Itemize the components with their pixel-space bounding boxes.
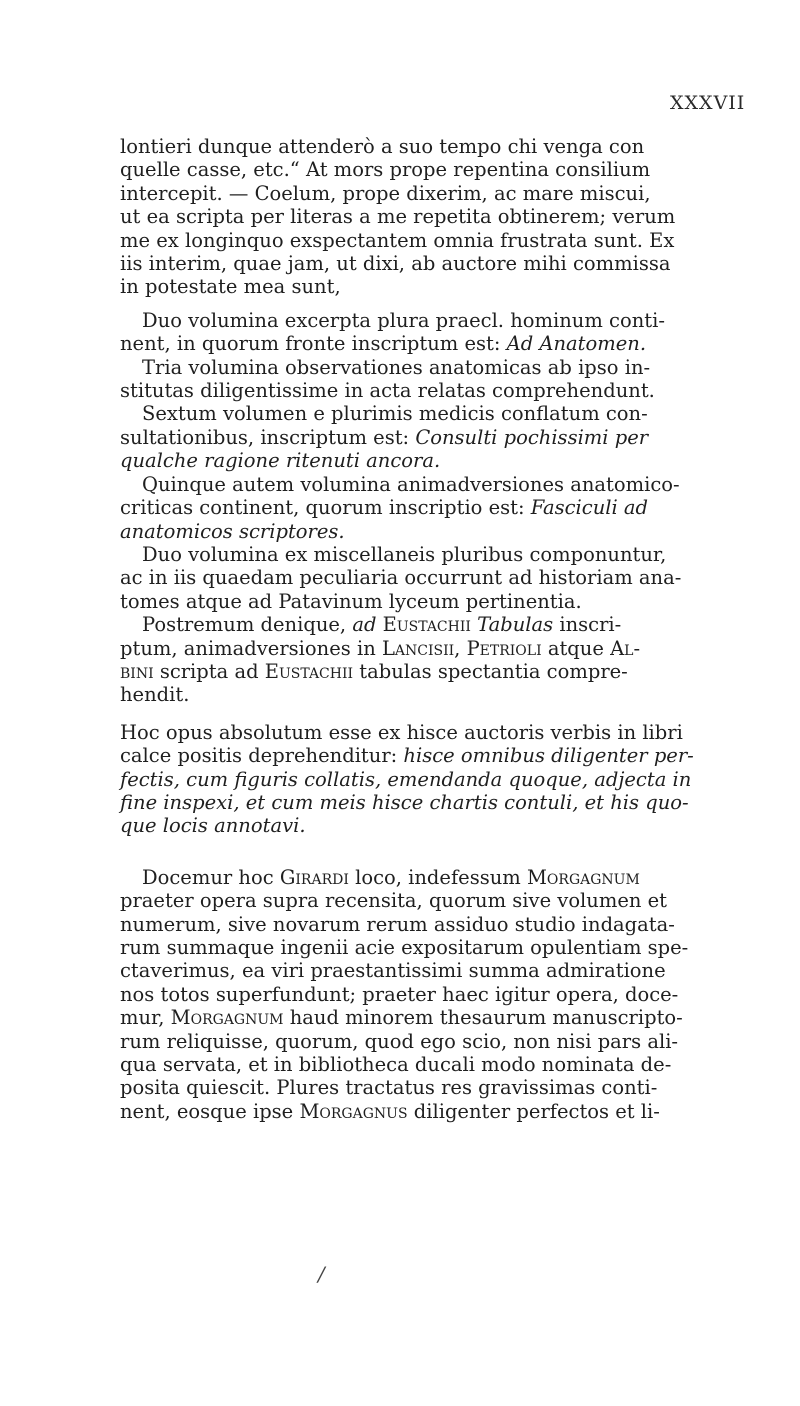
text-line: [120, 660, 700, 683]
author-name: Morgagnum: [526, 865, 640, 889]
paragraph-1: [120, 135, 700, 299]
paragraph-4: [120, 866, 700, 1123]
text-fragment: ,: [454, 636, 467, 660]
text-line: in potestate mea sunt,: [120, 275, 341, 299]
text-line: Hoc opus absolutum esse ex hisce auctoris verbis in libri: [120, 720, 683, 744]
text-fragment: nent, eosque ipse: [120, 1099, 300, 1123]
text-fragment: ptum, animadversiones in: [120, 636, 382, 660]
text-fragment: diligenter perfectos et li-: [407, 1099, 660, 1123]
text-line: stitutas diligentissime in acta relatas comprehendunt.: [120, 379, 655, 403]
text-line: [120, 866, 700, 889]
stray-mark: /: [318, 1262, 325, 1286]
text-fragment: Docemur hoc: [142, 865, 280, 889]
text-fragment: scripta ad: [159, 659, 265, 683]
text-line: qua servata, et in bibliotheca ducali modo nominata de-: [120, 1053, 672, 1077]
text-line: iis interim, quae jam, ut dixi, ab auctore mihi commissa: [120, 252, 671, 276]
text-line: nos totos superfundunt; praeter haec igitur opera, doce-: [120, 982, 679, 1006]
text-line: tomes atque ad Patavinum lyceum pertinentia.: [120, 589, 582, 613]
text-line: [120, 637, 700, 660]
text-line: [120, 744, 700, 767]
italic-title: Ad Anatomen.: [506, 332, 647, 356]
author-name: Girardi: [279, 865, 349, 889]
text-line: quelle casse, etc.“ At mors prope repentina consilium: [120, 158, 651, 182]
text-line: [120, 1100, 700, 1123]
text-line: Sextum volumen e plurimis medicis conflatum con-: [142, 402, 648, 426]
author-name: Morgagnus: [299, 1099, 408, 1123]
text-line: ut ea scripta per literas a me repetita obtinerem; verum: [120, 205, 676, 229]
paragraph-2: [120, 309, 700, 707]
text-line: praeter opera supra recensita, quorum sive volumen et: [120, 889, 668, 913]
text-fragment: haud minorem thesaurum manuscripto-: [283, 1006, 683, 1030]
text-line: posita quiescit. Plures tractatus res gravissimas conti-: [120, 1076, 658, 1100]
text-line: Tria volumina observationes anatomicas ab ipso in-: [142, 355, 651, 379]
paragraph-3: [120, 721, 700, 838]
italic-title: Fasciculi ad: [530, 496, 649, 520]
text-fragment: criticas continent, quorum inscriptio est:: [120, 496, 531, 520]
text-line: anatomicos scriptores.: [120, 519, 345, 543]
author-name: Petrioli: [466, 636, 542, 660]
text-fragment: nent, in quorum fronte inscriptum est:: [120, 332, 507, 356]
text-line: numerum, sive novarum rerum assiduo studio indagata-: [120, 912, 675, 936]
text-fragment: loco, indefessum: [348, 865, 527, 889]
text-line: Duo volumina excerpta plura praecl. hominum conti-: [142, 308, 665, 332]
text-line: fectis, cum figuris collatis, emendanda quoque, adjecta in: [120, 767, 692, 791]
text-line: [120, 332, 700, 355]
text-line: intercepit. — Coelum, prope dixerim, ac mare miscui,: [120, 181, 651, 205]
text-fragment: atque: [541, 636, 611, 660]
italic-quote: hisce omnibus diligenter per-: [403, 744, 694, 768]
document-body: [120, 135, 700, 1123]
author-name: Eustachii: [264, 659, 354, 683]
page-number: XXXVII: [670, 92, 746, 114]
author-name: Lancisii: [381, 636, 455, 660]
author-name: Morgagnum: [170, 1006, 284, 1030]
text-line: qualche ragione ritenuti ancora.: [120, 449, 441, 473]
text-line: lontieri dunque attenderò a suo tempo chi venga con: [120, 135, 645, 158]
text-line: Duo volumina ex miscellaneis pluribus componuntur,: [142, 542, 667, 566]
italic-word: Tabulas: [477, 613, 554, 637]
text-fragment: calce positis deprehenditur:: [120, 744, 404, 768]
text-fragment: sultationibus, inscriptum est:: [120, 425, 416, 449]
text-fragment: tabulas spectantia compre-: [353, 659, 628, 683]
text-line: rum summaque ingenii acie expositarum opulentiam spe-: [120, 936, 689, 959]
text-fragment: mur,: [120, 1006, 171, 1030]
italic-title: Consulti pochissimi per: [415, 425, 649, 449]
text-line: [120, 1006, 700, 1029]
author-name: bini: [120, 659, 154, 683]
text-line: [120, 426, 700, 449]
text-line: fine inspexi, et cum meis hisce chartis contuli, et his quo-: [120, 790, 689, 814]
text-fragment: inscri-: [553, 613, 622, 637]
text-line: ac in iis quaedam peculiaria occurrunt ad historiam ana-: [120, 566, 682, 590]
author-name: Al-: [610, 636, 641, 660]
text-line: rum reliquisse, quorum, quod ego scio, non nisi pars ali-: [120, 1029, 679, 1053]
text-line: Quinque autem volumina animadversiones anatomico-: [142, 472, 680, 496]
text-line: [120, 613, 700, 636]
author-name: Eustachii: [382, 613, 471, 637]
text-line: ctaverimus, ea viri praestantissimi summa admiratione: [120, 959, 666, 983]
text-line: que locis annotavi.: [120, 814, 306, 838]
italic-word: ad: [352, 613, 377, 637]
text-line: me ex longinquo exspectantem omnia frustrata sunt. Ex: [120, 228, 675, 252]
text-line: hendit.: [120, 683, 190, 707]
text-fragment: Postremum denique,: [142, 613, 353, 637]
text-line: [120, 496, 700, 519]
